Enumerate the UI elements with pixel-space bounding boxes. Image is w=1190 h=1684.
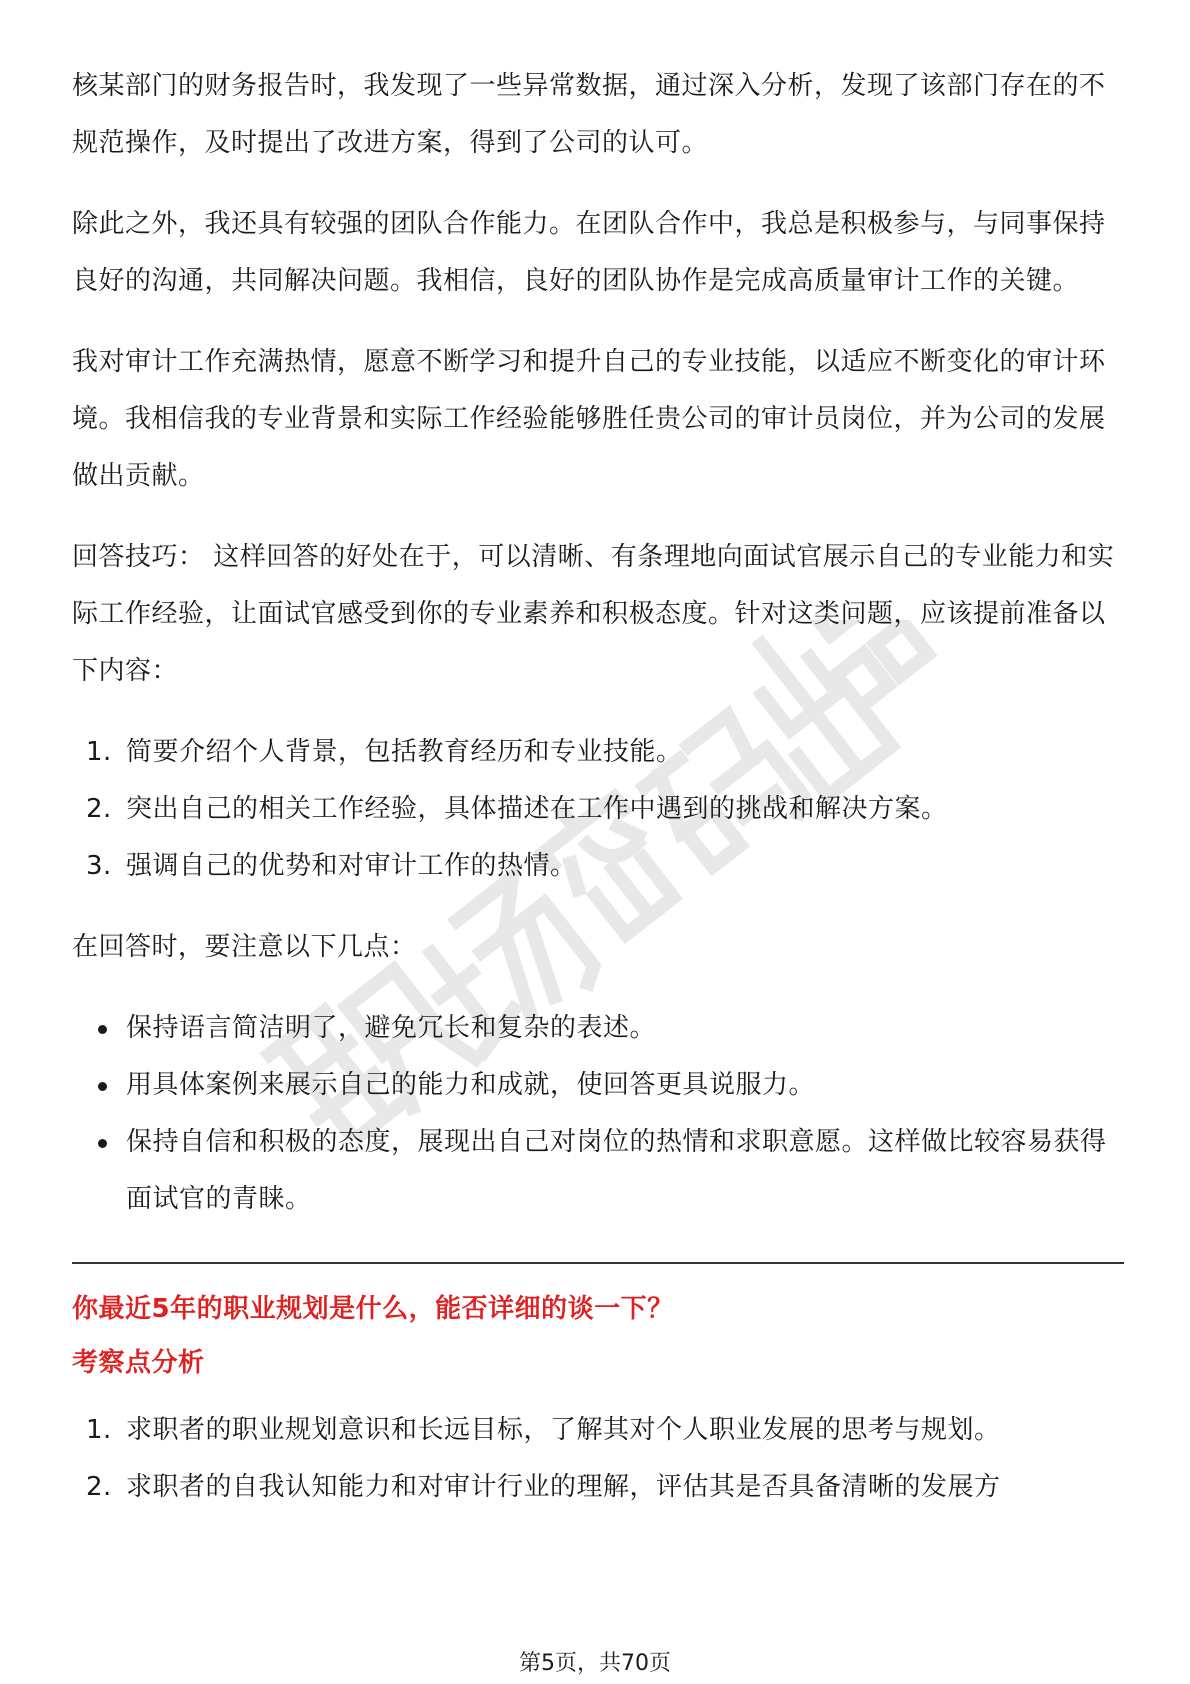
list-number: 3.: [86, 851, 112, 881]
paragraph-passion: 我对审计工作充满热情，愿意不断学习和提升自己的专业技能，以适应不断变化的审计环境。我相信我的专业背景和实际工作经验能够胜任贵公司的审计员岗位，并为公司的发展做出贡献。: [72, 347, 1106, 491]
list-item-text: 保持语言简洁明了，避免冗长和复杂的表述。: [126, 1013, 657, 1043]
list-number: 2.: [86, 1472, 112, 1502]
list-number: 2.: [86, 794, 112, 824]
list-item-text: 保持自信和积极的态度，展现出自己对岗位的热情和求职意愿。这样做比较容易获得面试官的青睐。: [126, 1127, 1107, 1214]
prep-list: [72, 724, 1124, 895]
paragraph-experience-ending: 核某部门的财务报告时，我发现了一些异常数据，通过深入分析，发现了该部门存在的不规范操作，及时提出了改进方案，得到了公司的认可。: [72, 71, 1106, 158]
paragraph-teamwork: 除此之外，我还具有较强的团队合作能力。在团队合作中，我总是积极参与，与同事保持良好的沟通，共同解决问题。我相信，良好的团队协作是完成高质量审计工作的关键。: [72, 209, 1106, 296]
list-item: [72, 1402, 1124, 1459]
section-divider: [72, 1262, 1124, 1264]
list-item: [72, 838, 1124, 895]
list-item: [72, 1000, 1124, 1057]
analysis-list: [72, 1402, 1124, 1516]
paragraph-answer-tips: 回答技巧： 这样回答的好处在于，可以清晰、有条理地向面试官展示自己的专业能力和实际工作经验，让面试官感受到你的专业素养和积极态度。针对这类问题，应该提前准备以下内容：: [72, 542, 1115, 686]
notes-list: [72, 1000, 1124, 1228]
bullet-icon: [98, 1082, 107, 1091]
bullet-icon: [98, 1025, 107, 1034]
question-title: 你最近5年的职业规划是什么，能否详细的谈一下？: [72, 1294, 674, 1324]
list-item: [72, 1057, 1124, 1114]
list-item: [72, 1459, 1124, 1516]
main-content: [72, 58, 1124, 1540]
list-item-text: 强调自己的优势和对审计工作的热情。: [126, 851, 577, 881]
list-item-text: 简要介绍个人背景，包括教育经历和专业技能。: [126, 737, 683, 767]
list-item-text: 求职者的自我认知能力和对审计行业的理解，评估其是否具备清晰的发展方: [126, 1472, 1001, 1502]
analysis-heading: 考察点分析: [72, 1348, 205, 1378]
list-item: [72, 1114, 1124, 1228]
list-item: [72, 781, 1124, 838]
list-item-text: 突出自己的相关工作经验，具体描述在工作中遇到的挑战和解决方案。: [126, 794, 948, 824]
notes-intro: 在回答时，要注意以下几点：: [72, 932, 417, 962]
bullet-icon: [98, 1139, 107, 1148]
list-number: 1.: [86, 1415, 112, 1445]
list-item-text: 用具体案例来展示自己的能力和成就，使回答更具说服力。: [126, 1070, 816, 1100]
list-item: [72, 724, 1124, 781]
list-number: 1.: [86, 737, 112, 767]
list-item-text: 求职者的职业规划意识和长远目标，了解其对个人职业发展的思考与规划。: [126, 1415, 1001, 1445]
page-footer: 第5页，共70页: [519, 1651, 671, 1676]
